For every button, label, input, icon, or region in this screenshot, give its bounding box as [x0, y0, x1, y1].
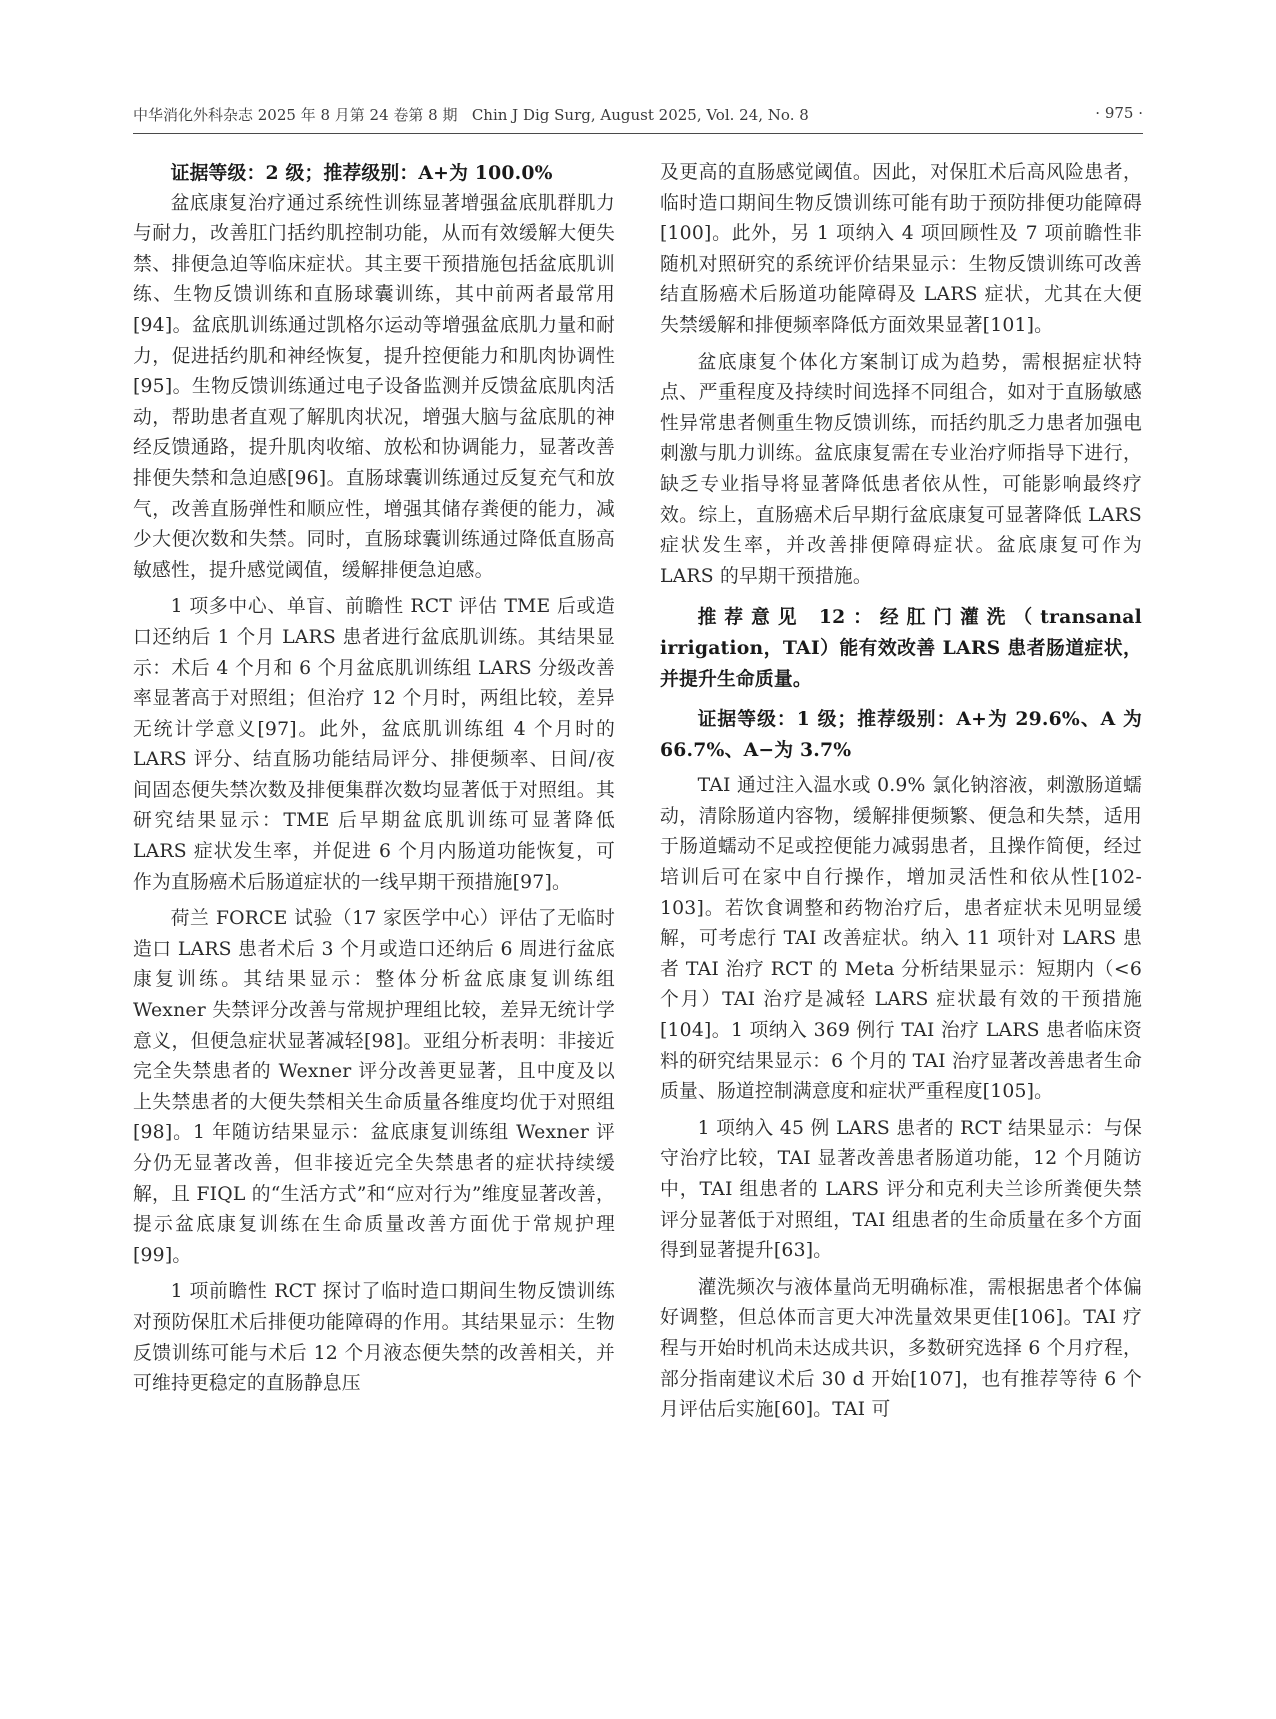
- paragraph: 1 项多中心、单盲、前瞻性 RCT 评估 TME 后或造口还纳后 1 个月 LARS 患者进行盆底肌训练。其结果显示：术后 4 个月和 6 个月盆底肌训练组 LARS 分级改善率显著高于对照组；但治疗 12 个月时，两组比较，差异无统计学意义[97]。此外，盆底肌训练组 4 个月时的 LARS 评分、结直肠功能结局评分、排便频率、日间/夜间固态便失禁次数及排便集群次数均显著低于对照组。其研究结果显示：TME 后早期盆底肌训练可显著降低 LARS 症状发生率，并促进 6 个月内肠道功能恢复，可作为直肠癌术后肠道症状的一线早期干预措施[97]。: [133, 596, 615, 893]
- page-number: · 975 ·: [1095, 104, 1143, 122]
- running-header: [133, 104, 1143, 132]
- journal-name-cn: 中华消化外科杂志 2025 年 8 月第 24 卷第 8 期: [133, 106, 458, 124]
- paragraph: 1 项纳入 45 例 LARS 患者的 RCT 结果显示：与保守治疗比较，TAI 显著改善患者肠道功能，12 个月随访中，TAI 组患者的 LARS 评分和克利夫兰诊所粪便失禁评分显著低于对照组，TAI 组患者的生命质量在多个方面得到显著提升[63]。: [660, 1117, 1142, 1262]
- paragraph: 盆底康复治疗通过系统性训练显著增强盆底肌群肌力与耐力，改善肛门括约肌控制功能，从而有效缓解大便失禁、排便急迫等临床症状。其主要干预措施包括盆底肌训练、生物反馈训练和直肠球囊训练，其中前两者最常用[94]。盆底肌训练通过凯格尔运动等增强盆底肌力量和耐力，促进括约肌和神经恢复，提升控便能力和肌肉协调性[95]。生物反馈训练通过电子设备监测并反馈盆底肌肉活动，帮助患者直观了解肌肉状况，增强大脑与盆底肌的神经反馈通路，提升肌肉收缩、放松和协调能力，显著改善排便失禁和急迫感[96]。直肠球囊训练通过反复充气和放气，改善直肠弹性和顺应性，增强其储存粪便的能力，减少大便次数和失禁。同时，直肠球囊训练通过降低直肠高敏感性，提升感觉阈值，缓解排便急迫感。: [133, 192, 615, 581]
- paragraph: 灌洗频次与液体量尚无明确标准，需根据患者个体偏好调整，但总体而言更大冲洗量效果更佳[106]。TAI 疗程与开始时机尚未达成共识，多数研究选择 6 个月疗程，部分指南建议术后 30 d 开始[107]，也有推荐等待 6 个月评估后实施[60]。TAI 可: [660, 1276, 1142, 1421]
- paragraph: TAI 通过注入温水或 0.9% 氯化钠溶液，刺激肠道蠕动，清除肠道内容物，缓解排便频繁、便急和失禁，适用于肠道蠕动不足或控便能力减弱患者，且操作简便，经过培训后可在家中自行操作，增加灵活性和依从性[102-103]。若饮食调整和药物治疗后，患者症状未见明显缓解，可考虑行 TAI 改善症状。纳入 11 项针对 LARS 患者 TAI 治疗 RCT 的 Meta 分析结果显示：短期内（<6 个月）TAI 治疗是减轻 LARS 症状最有效的干预措施[104]。1 项纳入 369 例行 TAI 治疗 LARS 患者临床资料的研究结果显示：6 个月的 TAI 治疗显著改善患者生命质量、肠道控制满意度和症状严重程度[105]。: [660, 775, 1142, 1103]
- paragraph: 盆底康复个体化方案制订成为趋势，需根据症状特点、严重程度及持续时间选择不同组合，如对于直肠敏感性异常患者侧重生物反馈训练，而括约肌乏力患者加强电刺激与肌力训练。盆底康复需在专业治疗师指导下进行，缺乏专业指导将显著降低患者依从性，可能影响最终疗效。综上，直肠癌术后早期行盆底康复可显著降低 LARS 症状发生率，并改善排便障碍症状。盆底康复可作为 LARS 的早期干预措施。: [660, 351, 1142, 587]
- journal-citation: [133, 104, 809, 125]
- evidence-grade-line: 证据等级：1 级；推荐级别：A+为 29.6%、A 为 66.7%、A−为 3.7%: [660, 708, 1142, 761]
- left-column: [133, 158, 615, 1400]
- right-column: [660, 158, 1142, 1426]
- recommendation-statement: 推荐意见 12：经肛门灌洗（transanal irrigation，TAI）能有效改善 LARS 患者肠道症状，并提升生命质量。: [660, 606, 1142, 690]
- journal-name-en: Chin J Dig Surg, August 2025, Vol. 24, No. 8: [471, 106, 809, 124]
- paragraph: 荷兰 FORCE 试验（17 家医学中心）评估了无临时造口 LARS 患者术后 3 个月或造口还纳后 6 周进行盆底康复训练。其结果显示：整体分析盆底康复训练组 Wexner 失禁评分改善与常规护理组比较，差异无统计学意义，但便急症状显著减轻[98]。亚组分析表明：非接近完全失禁患者的 Wexner 评分改善更显著，且中度及以上失禁患者的大便失禁相关生命质量各维度均优于对照组[98]。1 年随访结果显示：盆底康复训练组 Wexner 评分仍无显著改善，但非接近完全失禁患者的症状持续缓解，且 FIQL 的“生活方式”和“应对行为”维度显著改善，提示盆底康复训练在生命质量改善方面优于常规护理[99]。: [133, 908, 615, 1266]
- evidence-grade-line: 证据等级：2 级；推荐级别：A+为 100.0%: [170, 162, 553, 184]
- header-divider: [133, 133, 1143, 134]
- paragraph: 及更高的直肠感觉阈值。因此，对保肛术后高风险患者，临时造口期间生物反馈训练可能有助于预防排便功能障碍[100]。此外，另 1 项纳入 4 项回顾性及 7 项前瞻性非随机对照研究的系统评价结果显示：生物反馈训练可改善结直肠癌术后肠道功能障碍及 LARS 症状，尤其在大便失禁缓解和排便频率降低方面效果显著[101]。: [660, 162, 1142, 336]
- paragraph: 1 项前瞻性 RCT 探讨了临时造口期间生物反馈训练对预防保肛术后排便功能障碍的作用。其结果显示：生物反馈训练可能与术后 12 个月液态便失禁的改善相关，并可维持更稳定的直肠静息压: [133, 1281, 615, 1395]
